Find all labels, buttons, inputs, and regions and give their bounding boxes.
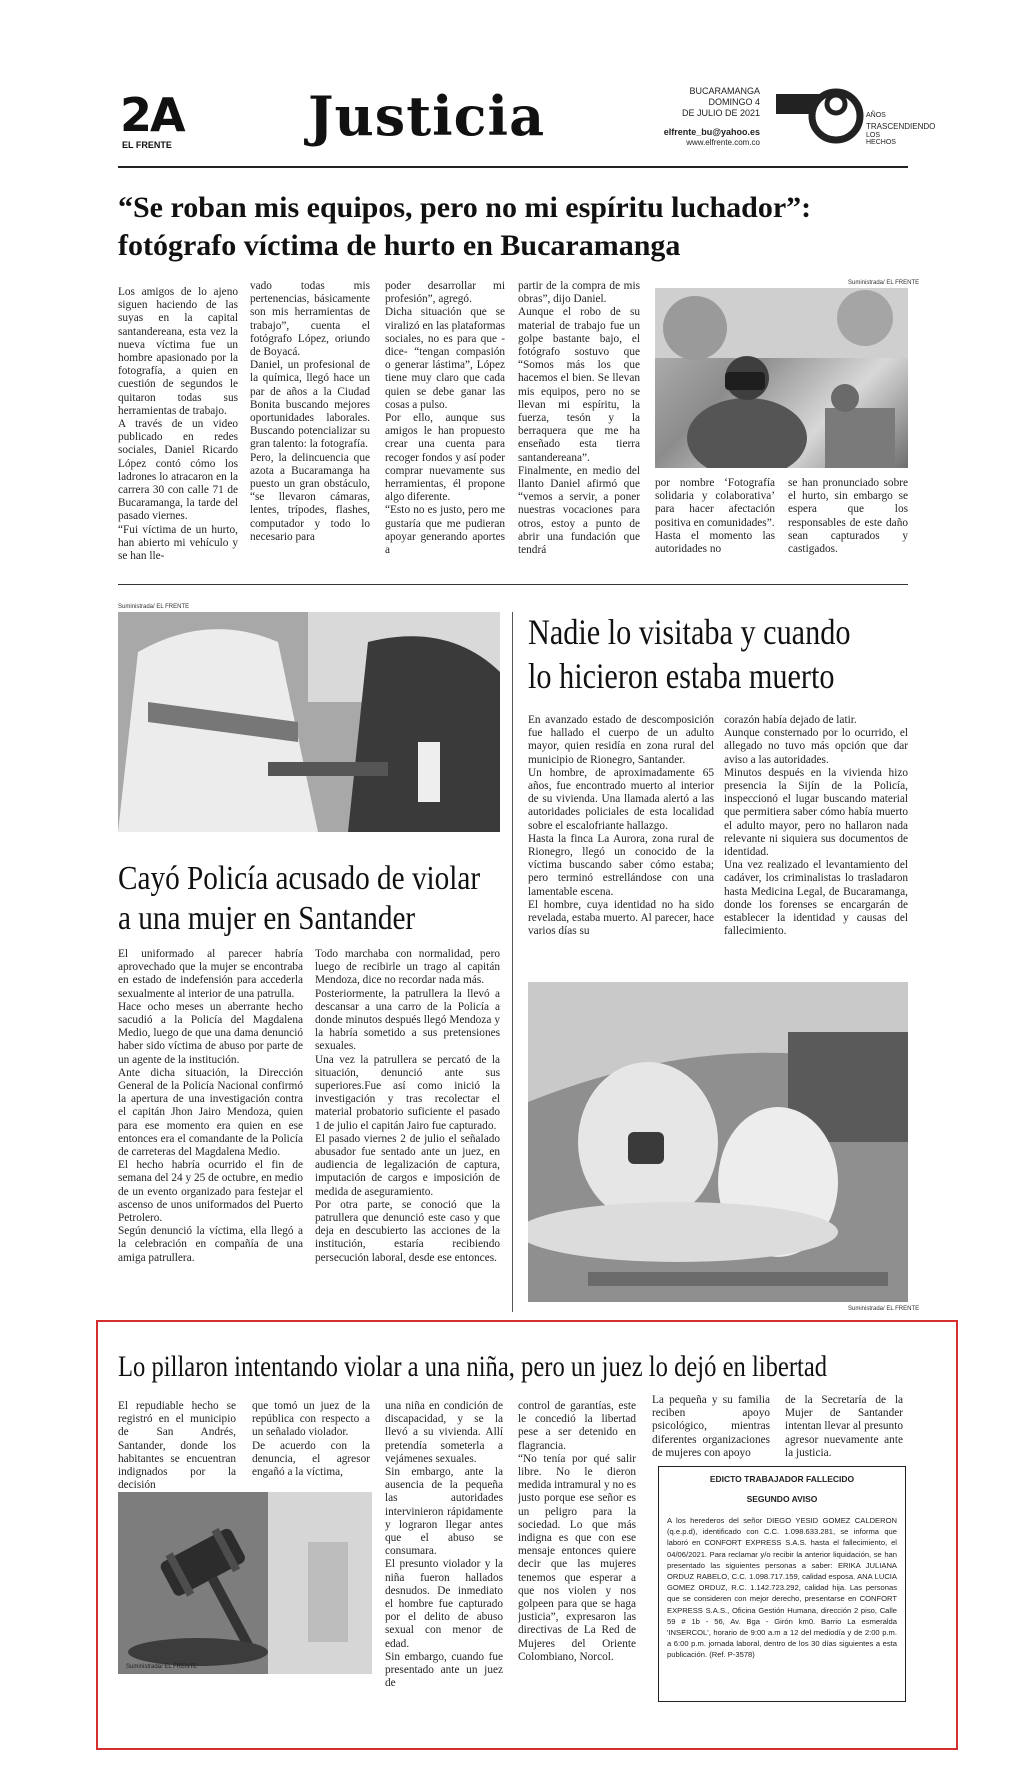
gavel-image — [118, 1492, 372, 1674]
logo-tagline-1: TRASCENDIENDO — [866, 122, 936, 131]
legal-notice-box — [658, 1466, 906, 1702]
article4-headline-text: Lo pillaron intentando violar a una niña, pero un juez lo dejó en libertad — [118, 1350, 828, 1383]
article3-column-1: En avanzado estado de descomposición fue hallado el cuerpo de un adulto mayor, quien residía en zona rural del municipio de Rionegro, Santander. Un hombre, de aproximadamente 65 años, fue encontrado muerto al interior de su vivienda. Una llamada alertó a las autoridades policiales de esta localidad sobre el escalofriante hallazgo. Hasta la finca La Aurora, zona rural de Rionegro, llegó un conocido de la víctima buscando saber cómo estaba; pero terminó estrellándose con una lamentable escena. El hombre, cuya identidad no ha sido revelada, estaba muerto. Al parecer, hace varios días su — [528, 714, 714, 938]
article1-photo-photographer — [655, 288, 908, 468]
article1-rule — [118, 584, 908, 585]
paper-name-small: EL FRENTE — [122, 140, 172, 150]
article4-column-2: que tomó un juez de la república con respecto a un señalado violador. De acuerdo con la denuncia, el agresor engañó a la víctima, — [252, 1400, 370, 1479]
article3-column-2: corazón había dejado de latir. Aunque consternado por lo ocurrido, el allegado no tuvo más opción que dar aviso a las autoridades. Minutos después en la vivienda hizo presencia la Sijín de la Policía, inspeccionó el lugar buscando material que permitiera saber cómo había muerto el adulto mayor, pero no hallaron nada relevante ni siquiera sus documentos de identidad. Una vez realizado el levantamiento del cadáver, los criminalistas lo trasladaron hasta Medicina Legal, de Bucaramanga, donde los forenses se encargarán de establecer la identidad y causas del fallecimiento. — [724, 714, 908, 938]
photographer-image — [655, 288, 908, 468]
article-rionegro — [520, 596, 920, 1316]
city-label: BUCARAMANGA — [689, 86, 760, 96]
article4-column-5: La pequeña y su familia reciben apoyo psicológico, mientras diferentes organizaciones de mujeres con apoyo — [652, 1394, 770, 1459]
article3-photo-credit: Suministrada/ EL FRENTE — [848, 1306, 920, 1312]
article2-column-2: Todo marchaba con normalidad, pero luego de recibirle un trago al capitán Mendoza, dice no recordar nada más. Posteriormente, la patrullera la llevó a descansar a una carro de la Policía a donde minutos después llegó Mendoza y la habría sometido a sus pretensiones sexuales. Una vez la patrullera se percató de la situación, denunció ante sus superiores.Fue así como inició la investigación y tras recolectar el material probatorio suficiente el pasado 1 de julio el capitán Jairo fue capturado. El pasado viernes 2 de julio el señalado abusador fue sentado ante un juez, en audiencia de legalización de captura, imputación de cargos e imposición de medida de aseguramiento. Por otra parte, se conoció que la patrullera que denunció este caso y que deja en descubierto las acciones de la institución, estaría recibiendo persecución laboral, desde ese entonces. — [315, 948, 500, 1264]
column-divider — [512, 612, 513, 1312]
article2-headline-text1: Cayó Policía acusado de violar — [118, 860, 481, 897]
logo-small-text: AÑOS — [866, 112, 886, 119]
article4-column-6: de la Secretaría de la Mujer de Santander intentan llevar al presunto agresor nuevamente ante la justicia. — [785, 1394, 903, 1459]
legal-notice-title: EDICTO TRABAJADOR FALLECIDO — [709, 1474, 855, 1484]
article1-column-4: partir de la compra de mis obras”, dijo Daniel. Aunque el robo de su material de trabajo fue un golpe bastante bajo, el fotógrafo sostuvo que “Somos más los que hacemos el bien. Se llevan mis equipos, pero no se llevan mi espíritu, la fuerza, tesón y la berraquera que me ha enseñado esta tierra santandereana”. Finalmente, en medio del llanto Daniel afirmó que “vemos a servir, a poner nuestras vocaciones para otros, estoy a punto de abrir una fundación que tendrá — [518, 280, 640, 557]
article1-column-1: Los amigos de lo ajeno siguen haciendo de las suyas en la capital santandereana, esta vez la nueva víctima fue un hombre apasionado por la fotografía, a quien en cuestión de segundos le quitaron todas sus herramientas de trabajo. A través de un video publicado en redes sociales, Daniel Ricardo López contó cómo los ladrones lo atracaron en la carrera 30 con calle 71 de Bucaramanga, la tarde del pasado viernes. “Fui víctima de un hurto, han abierto mi vehículo y se han lle- — [118, 286, 238, 563]
anniversary-logo — [770, 84, 936, 154]
article3-headline-text2: lo hicieron estaba muerto — [528, 656, 835, 696]
article1-column-6: se han pronunciado sobre el hurto, sin embargo se espera que los responsables de este daño sean capturados y castigados. — [788, 477, 908, 556]
article2-headline-text2: a una mujer en Santander — [118, 900, 416, 937]
article4-column-3: una niña en condición de discapacidad, y se la llevó a su vivienda. Allí pretendía someterla a vejámenes sexuales. Sin embargo, ante la ausencia de la pequeña las autoridades intervinieron rápidamente y lograron llegar antes que el abuso se consumara. El presunto violador y la niña fueron hallados desnudos. De inmediato el hombre fue capturado por el delito de abuso sexual con menor de edad. Sin embargo, cuando fue presentado ante un juez de — [385, 1400, 503, 1690]
date-month: DE JULIO DE 2021 — [681, 108, 760, 118]
legal-notice-body: A los herederos del señor DIEGO YESID GOMEZ CALDERON (q.e.p.d), identificado con C.C. 1.098.633.281, se informa que laboró en CONFORT EXPRESS S.A.S. hasta el fallecimiento, el 04/06/2021. Para reclamar y/o recibir la anterior liquidación, se han presentado las siguientes personas a saber: ERIKA JULIANA ORDUZ RABELO, C.C. 1.098.717.159, calidad esposa. ANA LUCIA GOMEZ ORDUZ, R.C. 1.142.723.292, calidad hija. Las personas que se consideren con mejor derecho, presentarse en CONFORT EXPRESS S.A.S., Oficina Gestión Humana, dirección 2 piso, Calle 59 # 1b - 56, Av. Bga - Girón km0. Barrio La esmeralda 'INSERCOL', horario de 9:00 a.m a 12 del mediodía y de 2:00 p.m. a 6:00 p.m. jornada laboral, dentro de los 30 días siguientes a esta publicación. (Ref. P-3578) — [667, 1516, 897, 1660]
article-police — [0, 596, 520, 1316]
article3-headline-line2 — [528, 656, 893, 696]
masthead — [0, 0, 1034, 170]
article4-photo-credit: Suministrada/ EL FRENTE — [126, 1664, 198, 1670]
article2-photo-credit: Suministrada/ EL FRENTE — [118, 604, 190, 610]
article3-photo-forensics — [528, 982, 908, 1302]
article4-column-1: El repudiable hecho se registró en el municipio de San Andrés, Santander, donde los habitantes se encuentran indignados por la decisión — [118, 1400, 236, 1492]
article-san-andres — [0, 1320, 1034, 1750]
police-image — [118, 612, 500, 832]
masthead-rule — [118, 166, 908, 168]
article-photographer — [0, 180, 1034, 590]
logo-tagline-2: LOS HECHOS — [866, 132, 896, 146]
page-number: 2A — [120, 88, 184, 142]
article1-column-2: vado todas mis pertenencias, básicamente son mis herramientas de trabajo”, cuenta el fotógrafo López, oriundo de Boyacá. Daniel, un profesional de la química, llegó hace un par de años a la Ciudad Bonita buscando mejores oportunidades laborales. Buscando potencializar su gran talento: la fotografía. Pero, la delincuencia que azota a Bucaramanga ha puesto un gran obstáculo, “se llevaron cámaras, lentes, trípodes, flashes, computador y todo lo necesario para — [250, 280, 370, 543]
section-title: Justicia — [308, 84, 546, 148]
article2-headline-line1 — [118, 860, 539, 898]
legal-notice-subtitle: SEGUNDO AVISO — [746, 1494, 818, 1504]
article1-column-3: poder desarrollar mi profesión”, agregó. Dicha situación que se viralizó en las plataformas sociales, no es para que - dice- “tengan compasión o generar lástima”, López tiene muy claro que cada quien se debe ganar las cosas a pulso. Por ello, aunque sus amigos le han propuesto crear una cuenta para recoger fondos y así poder comprar nuevamente sus herramientas, él propone algo diferente. “Esto no es justo, pero me gustaría que me pudieran apoyar generando aportes a — [385, 280, 505, 557]
article3-headline-line1 — [528, 612, 912, 652]
date-day: DOMINGO 4 — [708, 97, 760, 107]
email-address: elfrente_bu@yahoo.es — [663, 127, 760, 137]
forensics-image — [528, 982, 908, 1302]
article4-headline — [118, 1350, 983, 1384]
article1-headline-line2: fotógrafo víctima de hurto en Bucaramanga — [118, 229, 681, 262]
article4-column-4: control de garantías, este le concedió la libertad pese a ser detenido en flagrancia. “No tenía por qué salir libre. No le dieron medida intramural y no es justo porque ese señor es un peligro para la sociedad. Lo que más indigna es que con ese mensaje entonces quiere decir que las mujeres tenemos que esperar a que nos violen y nos golpeen para que se haga justicia”, expresaron las directivas de La Red de Mujeres del Oriente Colombiano, Norcol. — [518, 1400, 636, 1663]
article2-headline-line2 — [118, 900, 464, 938]
article2-column-1: El uniformado al parecer habría aprovechado que la mujer se encontraba en estado de indefensión para accederla sexualmente al interior de una patrulla. Hace ocho meses un aberrante hecho sacudió a la Policía del Magdalena Medio, luego de que una dama denunció haber sido víctima de abuso por parte de un agente de la institución. Ante dicha situación, la Dirección General de la Policía Nacional confirmó la apertura de una investigación contra el capitán Jhon Jairo Mendoza, quien para ese momento era quien en ese entonces era el comandante de la Policía de carreteras del Magdalena Medio. El hecho habría ocurrido el fin de semana del 24 y 25 de octubre, en medio de un evento organizado para festejar el ascenso de unos uniformados del Puerto Petrolero. Según denunció la víctima, ella llegó a la celebración en compañía de una amiga patrullera. — [118, 948, 303, 1264]
article1-photo-credit: Suministrada/ EL FRENTE — [848, 280, 920, 286]
article2-photo-police — [118, 612, 500, 832]
article1-headline-line1: “Se roban mis equipos, pero no mi espíritu luchador”: — [118, 191, 812, 224]
website-address: www.elfrente.com.co — [686, 138, 760, 147]
article3-headline-text1: Nadie lo visitaba y cuando — [528, 612, 851, 652]
masthead-info — [650, 86, 760, 148]
article4-photo-gavel — [118, 1492, 372, 1674]
article1-column-5: por nombre ‘Fotografía solidaria y colaborativa’ para hacer afectación positiva en comunidades”. Hasta el momento las autoridades no — [655, 477, 775, 556]
